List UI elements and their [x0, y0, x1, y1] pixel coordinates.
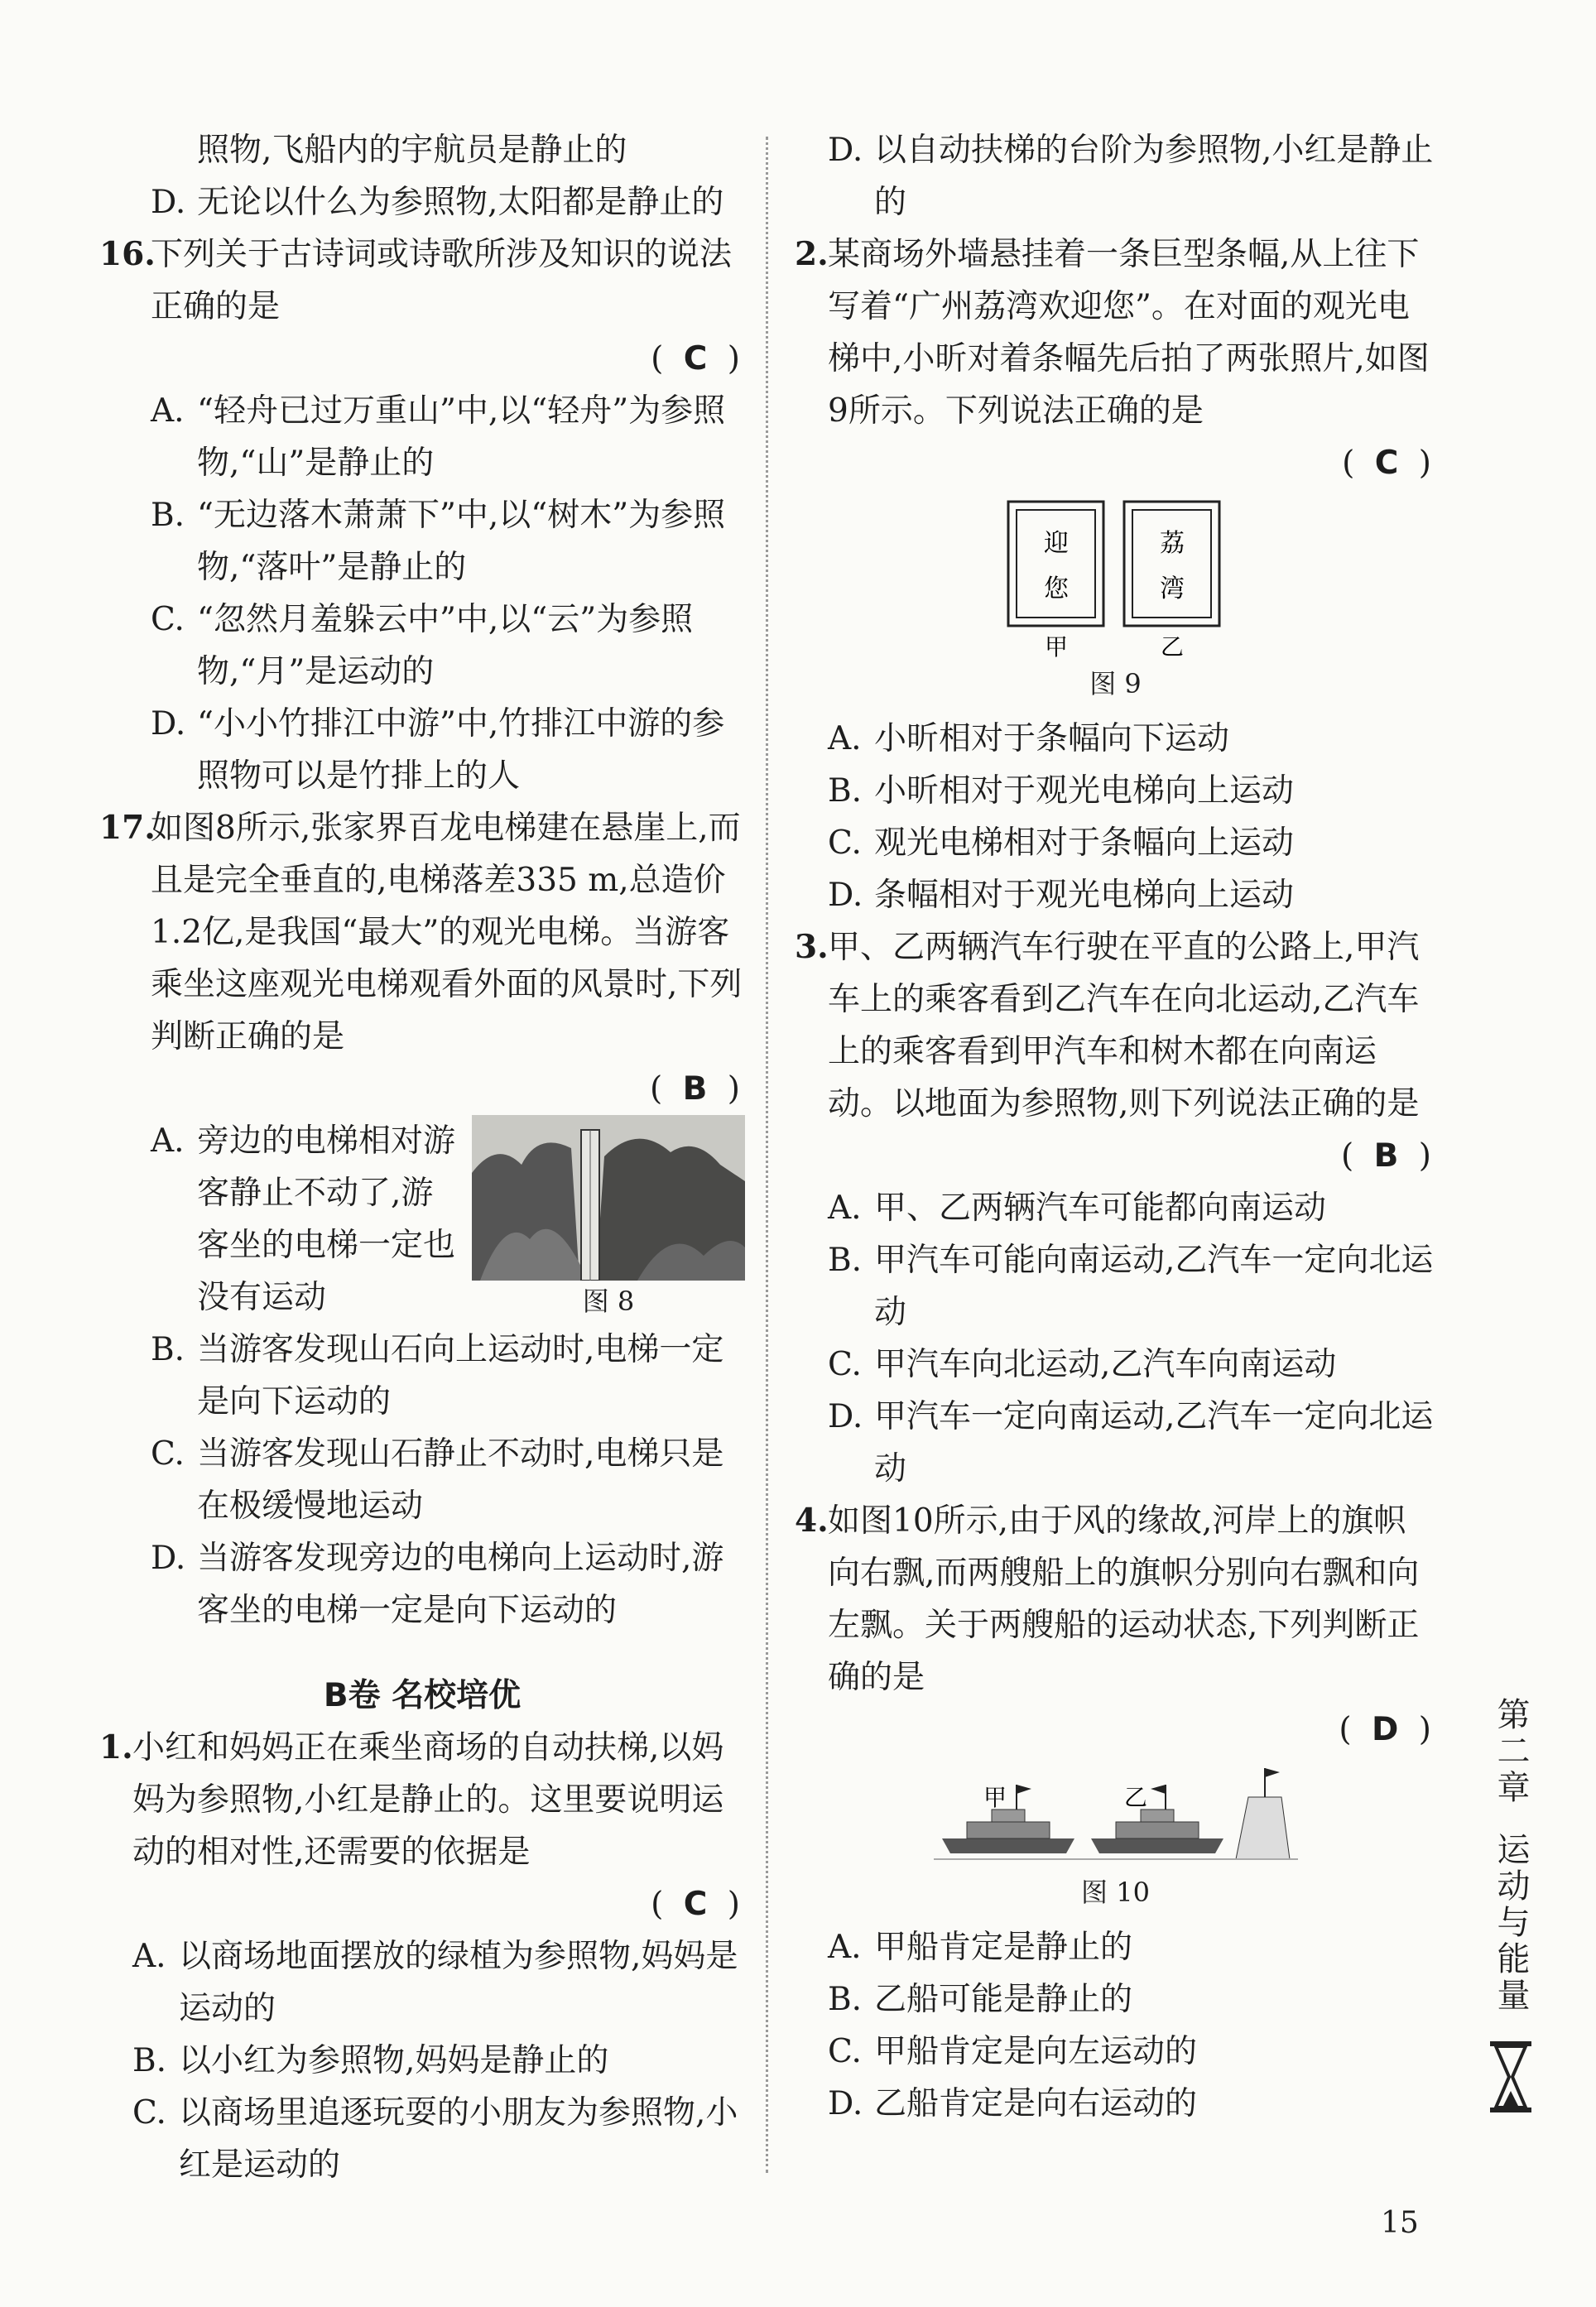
option-B: B. 甲汽车可能向南运动,乙汽车一定向北运动 [828, 1242, 1434, 1331]
option-C: C. 当游客发现山石静止不动时,电梯只是在极缓慢地运动 [151, 1435, 724, 1525]
answer-b3: ( B ) [1341, 1137, 1436, 1175]
banner-photos [992, 497, 1240, 663]
option-D: D. 甲汽车一定向南运动,乙汽车一定向北运动 [828, 1398, 1434, 1488]
figure-8-caption: 图 8 [582, 1286, 635, 1317]
photo2-label: 乙 [1160, 633, 1184, 661]
ship1-label: 甲 [983, 1784, 1007, 1811]
option-D: D. 乙船肯定是向右运动的 [828, 2085, 1198, 2122]
figure-9-caption: 图 9 [1089, 668, 1142, 699]
option-B: B. 小昕相对于观光电梯向上运动 [828, 772, 1295, 810]
photo1-char1: 迎 [1043, 529, 1069, 558]
question-b1: 1. 小红和妈妈正在乘坐商场的自动扶梯,以妈妈为参照物,小红是静止的。这里要说明运动的相对性,还需要的依据是 ( C ) A. 以商场地面摆放的绿植为参照物,妈妈是运动的 B. 以小红为参照物,妈妈是静止的 C. 以商场里追逐玩耍的小朋友为参照物,小红是运动的 [99, 1722, 745, 2191]
continued-option-D: D. 以自动扶梯的台阶为参照物,小红是静止的 [828, 132, 1434, 221]
continued-option-C: 照物,飞船内的宇航员是静止的 [197, 132, 627, 169]
cliff-elevator-photo [472, 1115, 745, 1281]
option-A: A. “轻舟已过万重山”中,以“轻舟”为参照物,“山”是静止的 [151, 392, 726, 482]
option-D: D. 条幅相对于观光电梯向上运动 [828, 877, 1295, 914]
option-C: C. 甲汽车向北运动,乙汽车向南运动 [828, 1346, 1337, 1383]
answer-16: ( C ) [651, 340, 745, 377]
hourglass-icon [1486, 2040, 1536, 2114]
question-16: 16. 下列关于古诗词或诗歌所涉及知识的说法正确的是 ( C ) A. “轻舟已过万重山”中,以“轻舟”为参照物,“山”是静止的 B. “无边落木萧萧下”中,以“树木”为参照物,“落叶”是静止的 C. “忽然月羞躲云中”中,以“云”为参照物,“月”是运动的 D. “小小竹排江中游”中,竹排江中游的参照物可以是竹排上的人 [99, 228, 745, 802]
option-C: C. 甲船肯定是向左运动的 [828, 2033, 1198, 2070]
option-C: C. “忽然月羞躲云中”中,以“云”为参照物,“月”是运动的 [151, 601, 694, 690]
answer-b4: ( D ) [1339, 1711, 1436, 1748]
option-A: A. 甲船肯定是静止的 [828, 1929, 1133, 1966]
chapter-side-tab [1469, 1697, 1552, 2123]
question-17: 17. 如图8所示,张家界百龙电梯建在悬崖上,而且是完全垂直的,电梯落差335 m,总造价1.2亿,是我国“最大”的观光电梯。当游客乘坐这座观光电梯观看外面的风景时,下列判断正确的是 ( B ) A. 旁边的电梯相对游客静止不动了,游客坐的电梯一定也没有运动 图 8 B. 当游客发现山石向上运动时,电梯一定是向下运动的 C. 当游客发现山石静止不动时,电梯只是在极缓慢地运动 D. 当游客发现旁边的电梯向上运动时,游客坐的电梯一定是向下运动的 [99, 802, 745, 1637]
answer-b2: ( C ) [1342, 445, 1436, 482]
option-A: A. 旁边的电梯相对游客静止不动了,游客坐的电梯一定也没有运动 [151, 1122, 456, 1316]
column-divider [766, 137, 768, 2173]
page-number: 15 [1381, 2206, 1419, 2240]
option-B: B. 以小红为参照物,妈妈是静止的 [132, 2042, 609, 2079]
option-C: C. 以商场里追逐玩耍的小朋友为参照物,小红是运动的 [132, 2094, 738, 2184]
figure-9 [795, 497, 1436, 704]
option-A: A. 以商场地面摆放的绿植为参照物,妈妈是运动的 [132, 1938, 738, 2027]
figure-10-caption: 图 10 [1081, 1877, 1150, 1908]
ships-flags-diagram [934, 1764, 1298, 1872]
photo1-char2: 您 [1043, 574, 1069, 603]
photo2-char1: 荔 [1159, 529, 1185, 558]
answer-b1: ( C ) [651, 1886, 745, 1923]
question-b3: 3. 甲、乙两辆汽车行驶在平直的公路上,甲汽车上的乘客看到乙汽车在向北运动,乙汽车上的乘客看到甲汽车和树木都在向南运动。以地面为参照物,则下列说法正确的是 ( B ) A. 甲、乙两辆汽车可能都向南运动 B. 甲汽车可能向南运动,乙汽车一定向北运动 C. 甲汽车向北运动,乙汽车向南运动 D. 甲汽车一定向南运动,乙汽车一定向北运动 [795, 921, 1436, 1495]
answer-17: ( B ) [650, 1070, 745, 1108]
option-A: A. 甲、乙两辆汽车可能都向南运动 [828, 1190, 1327, 1227]
option-A: A. 小昕相对于条幅向下运动 [828, 720, 1230, 757]
figure-8 [472, 1115, 745, 1324]
option-D: D. 当游客发现旁边的电梯向上运动时,游客坐的电梯一定是向下运动的 [151, 1540, 724, 1629]
question-b4: 4. 如图10所示,由于风的缘故,河岸上的旗帜向右飘,而两艘船上的旗帜分别向右飘和向左飘。关于两艘船的运动状态,下列判断正确的是 ( D ) 甲 乙 图 10 A. 甲船肯定是静止的 B. 乙船可能是静止的 C. 甲船肯定是向左运动的 D. 乙船肯定是向右运动的 [795, 1495, 1436, 2130]
ship2-label: 乙 [1123, 1784, 1147, 1811]
option-D: D. “小小竹排江中游”中,竹排江中游的参照物可以是竹排上的人 [151, 705, 725, 795]
photo2-char2: 湾 [1159, 574, 1185, 603]
chapter-number: 第二章 [1492, 1697, 1530, 1806]
option-B: B. “无边落木萧萧下”中,以“树木”为参照物,“落叶”是静止的 [151, 497, 726, 586]
question-b2: 2. 某商场外墙悬挂着一条巨型条幅,从上往下写着“广州荔湾欢迎您”。在对面的观光电梯中,小昕对着条幅先后拍了两张照片,如图9所示。下列说法正确的是 ( C ) 迎 您 荔 湾 甲 乙 图 9 A. 小昕相对于条幅向下运动 B. 小昕相对于观光电梯向上运动 C. 观光电梯相对于条幅向上运动 D. 条幅相对于观光电梯向上运动 [795, 228, 1436, 921]
option-B: B. 当游客发现山石向上运动时,电梯一定是向下运动的 [151, 1331, 724, 1420]
continued-option-D: D. 无论以什么为参照物,太阳都是静止的 [151, 184, 724, 221]
section-title: B卷 名校培优 [323, 1677, 522, 1714]
left-column [99, 124, 745, 2191]
right-column [795, 124, 1436, 2130]
figure-10 [795, 1764, 1436, 1913]
chapter-title: 运动与能量 [1492, 1832, 1530, 2014]
photo1-label: 甲 [1044, 633, 1068, 661]
option-B: B. 乙船可能是静止的 [828, 1981, 1133, 2018]
option-C: C. 观光电梯相对于条幅向上运动 [828, 824, 1295, 862]
